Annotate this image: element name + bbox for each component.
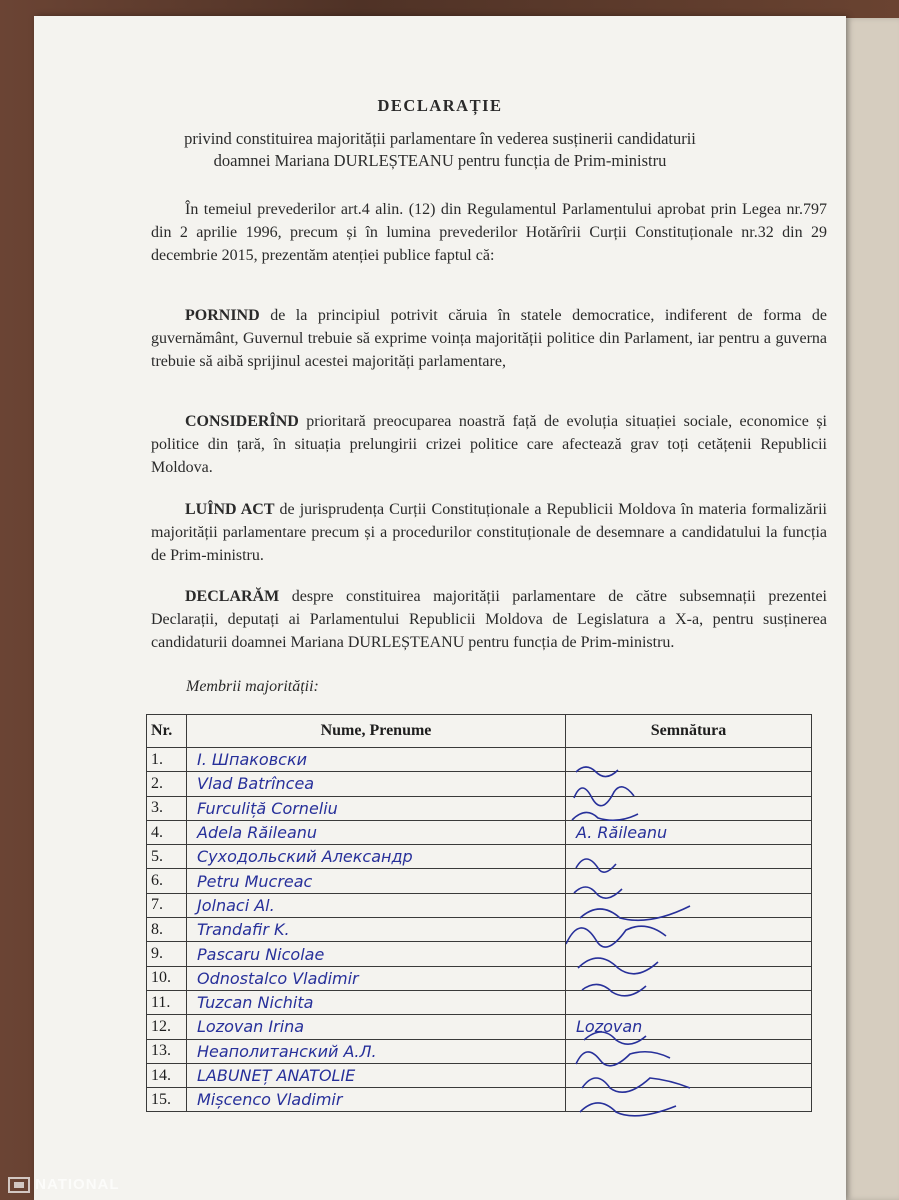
member-signature bbox=[566, 942, 812, 966]
member-signature bbox=[566, 796, 812, 820]
header-nr: Nr. bbox=[147, 715, 187, 748]
row-number: 10. bbox=[147, 966, 187, 990]
watermark-text: NATIONAL bbox=[35, 1176, 120, 1193]
table-row bbox=[147, 748, 812, 772]
member-signature bbox=[566, 918, 812, 942]
row-number: 4. bbox=[147, 820, 187, 844]
member-name: Odnostalco Vladimir bbox=[187, 966, 566, 990]
paragraph-declaram bbox=[151, 585, 827, 654]
row-number: 13. bbox=[147, 1039, 187, 1063]
table-body bbox=[147, 748, 812, 1112]
table-header-row bbox=[147, 715, 812, 748]
row-number: 8. bbox=[147, 918, 187, 942]
member-name: Petru Mucreac bbox=[187, 869, 566, 893]
text-considerind: prioritară preocuparea noastră față de evoluția situației sociale, economice și politice din țară, în situația prelungirii crizei politice care afectează grav toți cetățenii Republicii Moldova. bbox=[151, 413, 827, 476]
members-label: Membrii majorității: bbox=[186, 678, 319, 695]
row-number: 3. bbox=[147, 796, 187, 820]
table-row bbox=[147, 893, 812, 917]
table-row bbox=[147, 820, 812, 844]
member-name: Суходольский Александр bbox=[187, 845, 566, 869]
member-name: Furculiță Corneliu bbox=[187, 796, 566, 820]
member-name: Tuzcan Nichita bbox=[187, 990, 566, 1014]
member-name: Vlad Batrîncea bbox=[187, 772, 566, 796]
row-number: 6. bbox=[147, 869, 187, 893]
member-name: Lozovan Irina bbox=[187, 1015, 566, 1039]
member-name: Jolnaci Al. bbox=[187, 893, 566, 917]
table-row bbox=[147, 772, 812, 796]
member-signature bbox=[566, 748, 812, 772]
paragraph-luind-act bbox=[151, 498, 827, 567]
table-row bbox=[147, 845, 812, 869]
table-row bbox=[147, 1015, 812, 1039]
member-signature bbox=[566, 1039, 812, 1063]
header-name: Nume, Prenume bbox=[187, 715, 566, 748]
table-row bbox=[147, 942, 812, 966]
text-luind-act: de jurisprudența Curții Constituționale a Republicii Moldova în materia formalizării majorității parlamentare precum și a procedurilor constituționale de desemnare a candidatului la funcția de Prim-ministru. bbox=[151, 501, 828, 564]
member-name: Неаполитанский А.Л. bbox=[187, 1039, 566, 1063]
row-number: 7. bbox=[147, 893, 187, 917]
table-row bbox=[147, 990, 812, 1014]
document-title: DECLARAȚIE bbox=[377, 96, 503, 115]
table-row bbox=[147, 966, 812, 990]
row-number: 12. bbox=[147, 1015, 187, 1039]
table-row bbox=[147, 869, 812, 893]
member-signature bbox=[566, 869, 812, 893]
lead-pornind: PORNIND bbox=[185, 307, 260, 324]
watermark-icon bbox=[8, 1177, 30, 1193]
member-name: Adela Răileanu bbox=[187, 820, 566, 844]
paragraph-pornind bbox=[151, 304, 827, 373]
paragraph-considerind bbox=[151, 410, 827, 479]
member-name: Mișcenco Vladimir bbox=[187, 1088, 566, 1112]
lead-luind-act: LUÎND ACT bbox=[185, 501, 275, 518]
member-name: LABUNEȚ ANATOLIE bbox=[187, 1063, 566, 1087]
document-page bbox=[34, 16, 846, 1200]
member-signature bbox=[566, 772, 812, 796]
member-signature: Lozovan bbox=[566, 1015, 812, 1039]
document-subtitle bbox=[94, 128, 786, 172]
row-number: 1. bbox=[147, 748, 187, 772]
member-signature: A. Răileanu bbox=[566, 820, 812, 844]
member-name: Pascaru Nicolae bbox=[187, 942, 566, 966]
lead-declaram: DECLARĂM bbox=[185, 588, 280, 605]
table-row bbox=[147, 918, 812, 942]
text-pornind: de la principiul potrivit căruia în statele democratice, indiferent de forma de guvernământ, Guvernul trebuie să exprime voința majorității politice din Parlament, iar pentru a guverna trebuie să aibă sprijinul acestei majorități parlamentare, bbox=[151, 307, 827, 370]
subtitle-line-1: privind constituirea majorității parlamentare în vederea susținerii candidaturii bbox=[184, 129, 696, 148]
member-signature bbox=[566, 1063, 812, 1087]
intro-paragraph: În temeiul prevederilor art.4 alin. (12) din Regulamentul Parlamentului aprobat prin Legea nr.797 din 2 aprilie 1996, precum și în lumina prevederilor Hotărîrii Curții Constituționale nr.32 din 29 decembrie 2015, prezentăm atenției publice faptul că: bbox=[151, 201, 827, 264]
lead-considerind: CONSIDERÎND bbox=[185, 413, 299, 430]
underlying-paper bbox=[842, 18, 899, 1200]
signature-table bbox=[146, 714, 812, 1112]
member-name: I. Шпаковски bbox=[187, 748, 566, 772]
table-row bbox=[147, 1063, 812, 1087]
member-signature bbox=[566, 845, 812, 869]
watermark-logo bbox=[8, 1176, 120, 1193]
row-number: 14. bbox=[147, 1063, 187, 1087]
subtitle-line-2: doamnei Mariana DURLEȘTEANU pentru funcția de Prim-ministru bbox=[213, 151, 667, 170]
row-number: 9. bbox=[147, 942, 187, 966]
row-number: 11. bbox=[147, 990, 187, 1014]
row-number: 2. bbox=[147, 772, 187, 796]
member-name: Trandafir K. bbox=[187, 918, 566, 942]
header-signature: Semnătura bbox=[566, 715, 812, 748]
table-row bbox=[147, 1039, 812, 1063]
row-number: 5. bbox=[147, 845, 187, 869]
row-number: 15. bbox=[147, 1088, 187, 1112]
table-row bbox=[147, 796, 812, 820]
table-row bbox=[147, 1088, 812, 1112]
member-signature bbox=[566, 1088, 812, 1112]
member-signature bbox=[566, 990, 812, 1014]
text-declaram: despre constituirea majorității parlamentare de către subsemnații prezentei Declarații, deputați ai Parlamentului Republicii Moldova de Legislatura a X-a, pentru susținerea candidaturii doamnei Mariana DURLEȘTEANU pentru funcția de Prim-ministru. bbox=[151, 588, 827, 651]
member-signature bbox=[566, 893, 812, 917]
member-signature bbox=[566, 966, 812, 990]
